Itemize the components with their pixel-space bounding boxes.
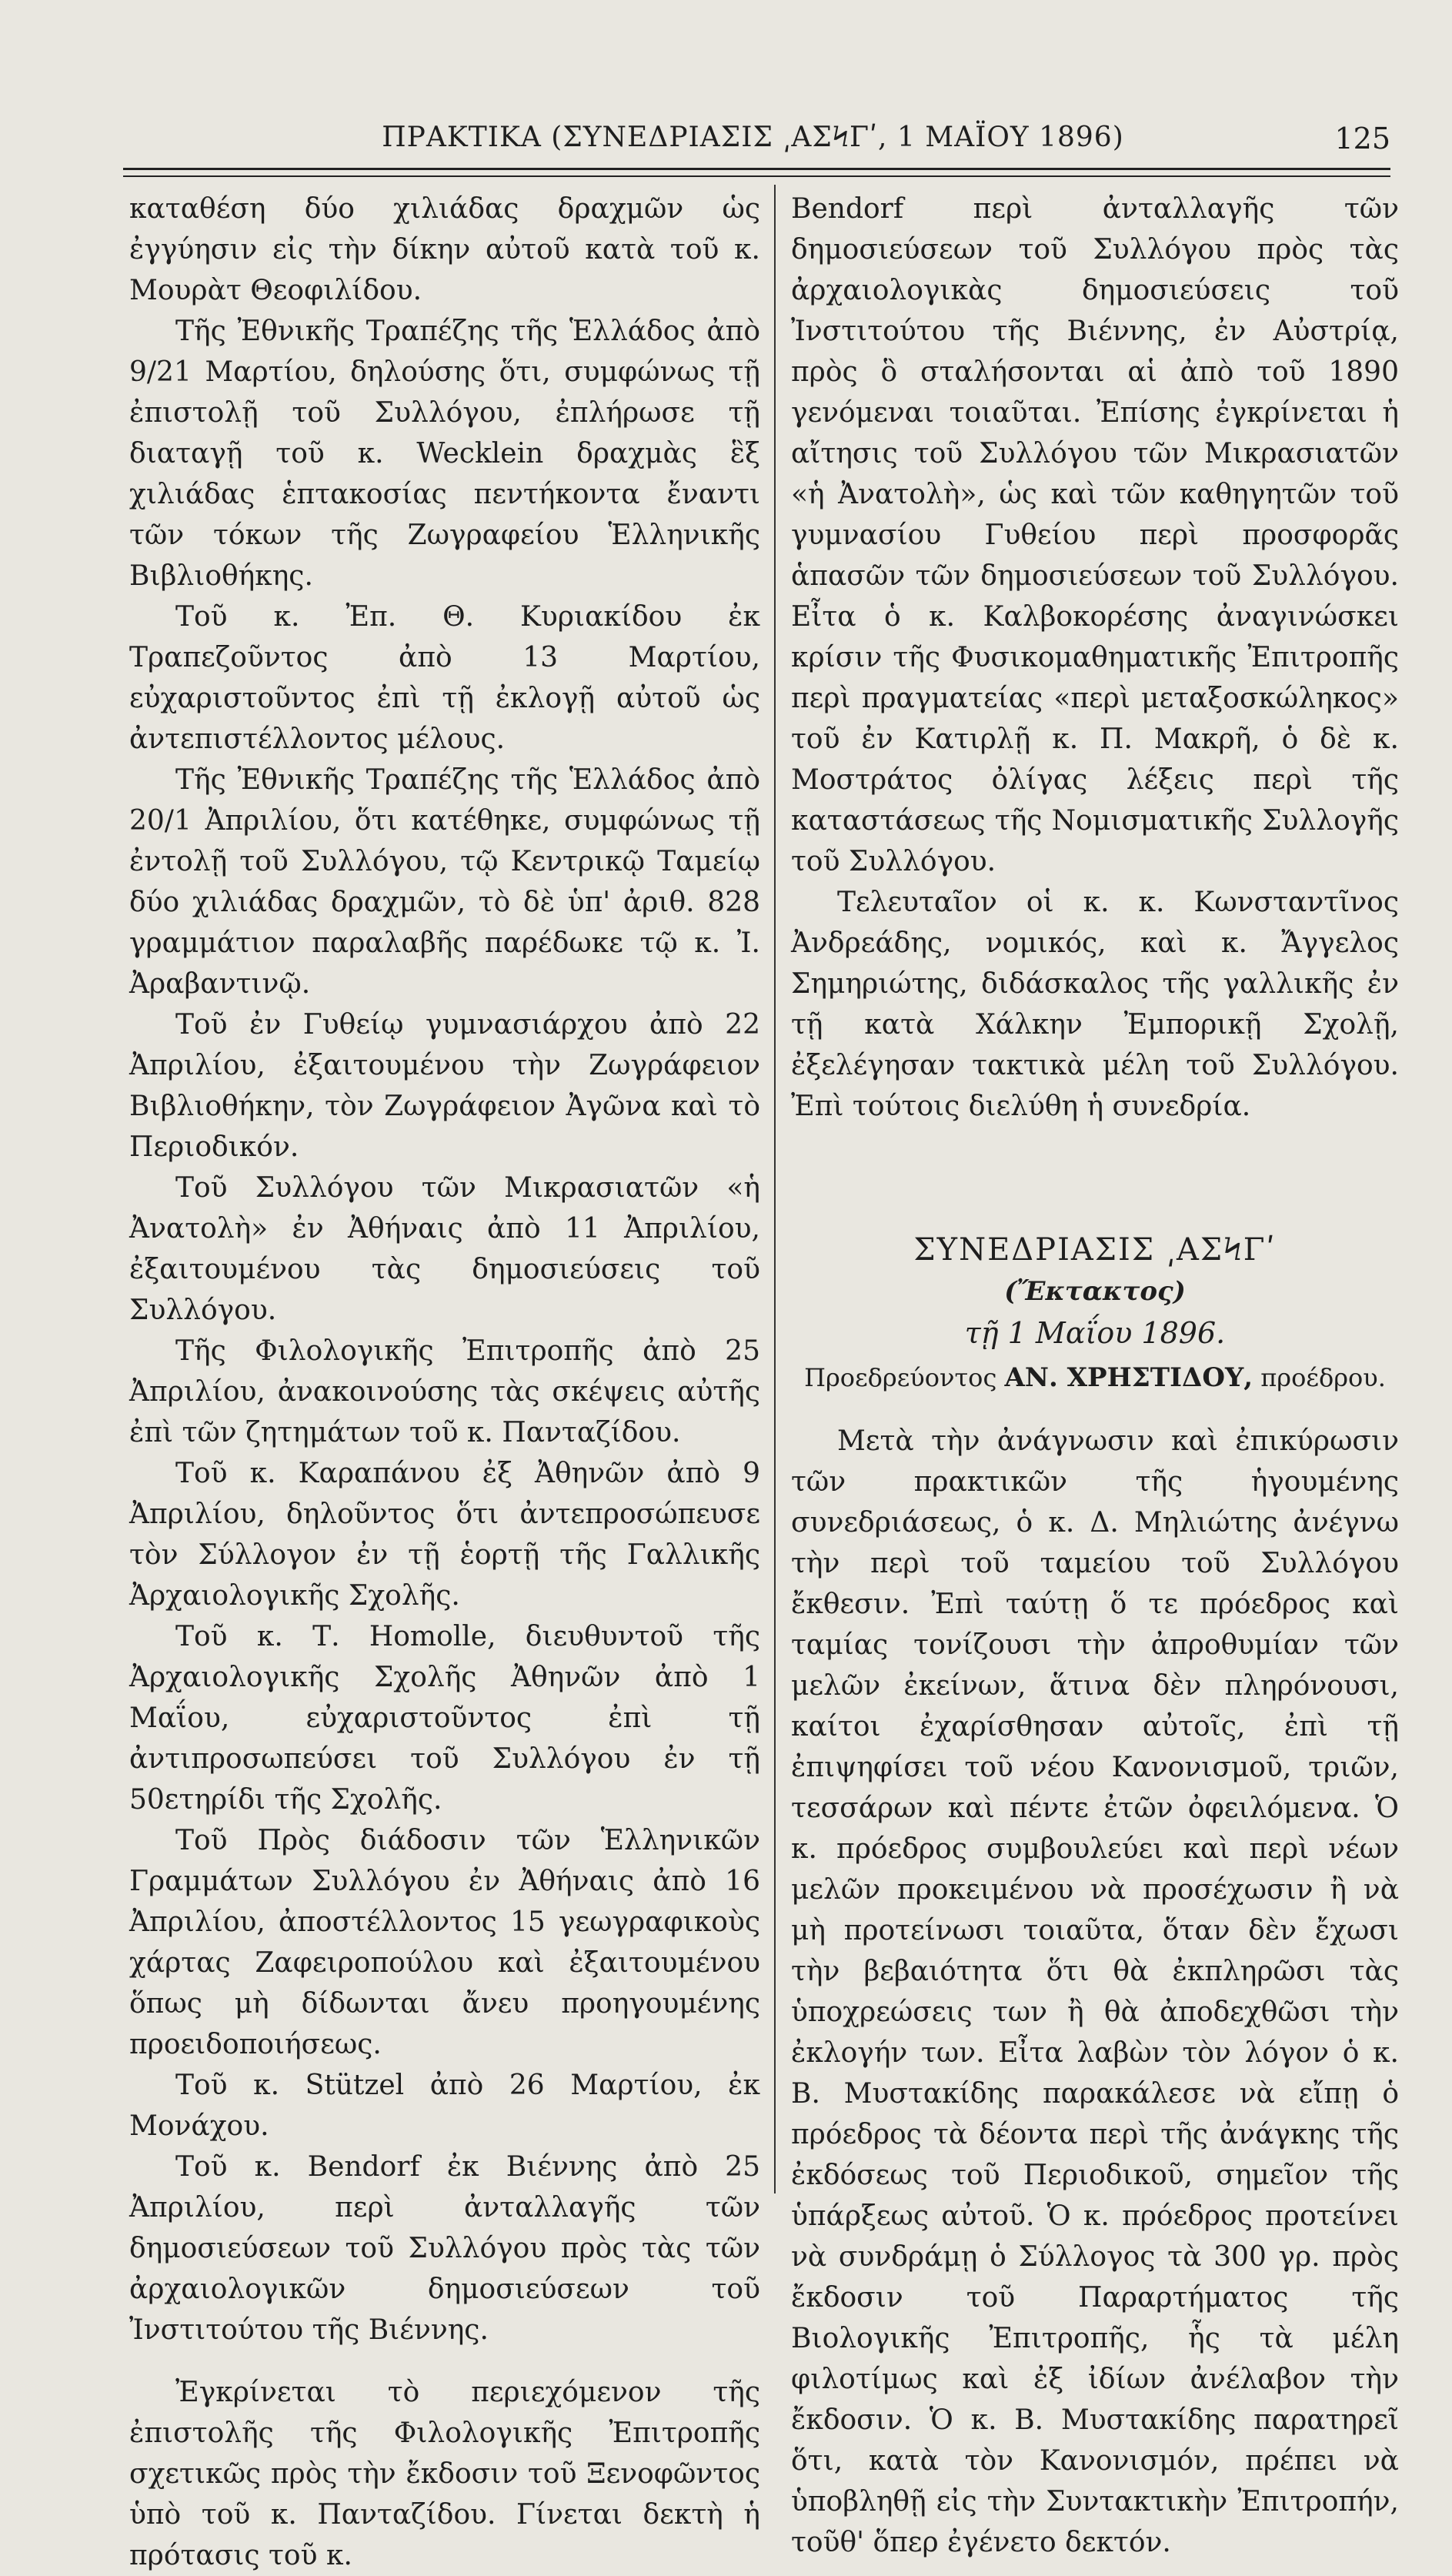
session-date: τῇ 1 Μαΐου 1896. [964,1316,1226,1350]
session-subtitle: (Ἔκτακτος) [1004,1276,1186,1307]
paragraph: Bendorf περὶ ἀνταλλαγῆς τῶν δημοσιεύσεων τοῦ Συλλόγου πρὸς τὰς ἀρχαιολογικὰς δημοσιεύσεις τοῦ Ἰνστιτούτου τῆς Βιέννης, ἐν Αὐστρίᾳ, πρὸς ὃ σταλήσονται αἱ ἀπὸ τοῦ 1890 γενόμεναι τοιαῦται. Ἐπίσης ἐγκρίνεται ἡ αἴτησις τοῦ Συλλόγου τῶν Μικρασιατῶν «ἡ Ἀνατολὴ», ὡς καὶ τῶν καθηγητῶν τοῦ γυμνασίου Γυθείου περὶ προσφορᾶς ἁπασῶν τῶν δημοσιεύσεων τοῦ Συλλόγου. Εἶτα ὁ κ. Καλβοκορέσης ἀναγινώσκει κρίσιν τῆς Φυσικομαθηματικῆς Ἐπιτροπῆς περὶ πραγματείας «περὶ μεταξοσκώληκος» τοῦ ἐν Κατιρλῇ κ. Π. Μακρῆ, ὁ δὲ κ. Μοστράτος ὀλίγας λέξεις περὶ τῆς καταστάσεως τῆς Νομισματικῆς Συλλογῆς τοῦ Συλλόγου. [791,193,1399,877]
page-number: 125 [1334,122,1390,155]
paragraph: Τοῦ κ. Καραπάνου ἐξ Ἀθηνῶν ἀπὸ 9 Ἀπριλίου, δηλοῦντος ὅτι ἀντεπροσώπευσε τὸν Σύλλογον ἐν τῇ ἑορτῇ τῆς Γαλλικῆς Ἀρχαιολογικῆς Σχολῆς. [129,1458,760,1612]
running-header [115,115,1390,162]
right-column [791,189,1399,2563]
session-heading [791,1227,1399,1399]
paragraph: Τοῦ Πρὸς διάδοσιν τῶν Ἑλληνικῶν Γραμμάτων Συλλόγου ἐν Ἀθήναις ἀπὸ 16 Ἀπριλίου, ἀποστέλλοντος 15 γεωγραφικοὺς χάρτας Ζαφειροπούλου καὶ ἐξαιτουμένου ὅπως μὴ δίδωνται ἄνευ προηγουμένης προειδοποιήσεως. [129,1825,760,2060]
paragraph: Τοῦ κ. Τ. Homolle, διευθυντοῦ τῆς Ἀρχαιολογικῆς Σχολῆς Ἀθηνῶν ἀπὸ 1 Μαΐου, εὐχαριστοῦντος ἐπὶ τῇ ἀντιπροσωπεύσει τοῦ Συλλόγου ἐν τῇ 50ετηρίδι τῆς Σχολῆς. [129,1621,760,1816]
paragraph: καταθέση δύο χιλιάδας δραχμῶν ὡς ἐγγύησιν εἰς τὴν δίκην αὐτοῦ κατὰ τοῦ κ. Μουρὰτ Θεοφιλίδου. [129,193,760,306]
chair-suffix: προέδρου. [1260,1363,1386,1392]
paragraph: Τῆς Ἐθνικῆς Τραπέζης τῆς Ἑλλάδος ἀπὸ 9/21 Μαρτίου, δηλούσης ὅτι, συμφώνως τῇ ἐπιστολῇ τοῦ Συλλόγου, ἐπλήρωσε τῇ διαταγῇ τοῦ κ. Wecklein δραχμὰς ἓξ χιλιάδας ἑπτακοσίας πεντήκοντα ἔναντι τῶν τόκων τῆς Ζωγραφείου Ἑλληνικῆς Βιβλιοθήκης. [129,316,760,592]
paragraph: Τοῦ Συλλόγου τῶν Μικρασιατῶν «ἡ Ἀνατολὴ» ἐν Ἀθήναις ἀπὸ 11 Ἀπριλίου, ἐξαιτουμένου τὰς δημοσιεύσεις τοῦ Συλλόγου. [129,1172,760,1326]
chair-name: ΑΝ. ΧΡΗΣΤΙΔΟΥ, [1004,1362,1253,1393]
left-column [129,189,760,2576]
paragraph: Τοῦ ἐν Γυθείῳ γυμνασιάρχου ἀπὸ 22 Ἀπριλίου, ἐξαιτουμένου τὴν Ζωγράφειον Βιβλιοθήκην, τὸν Ζωγράφειον Ἀγῶνα καὶ τὸ Περιοδικόν. [129,1009,760,1163]
right-column-top [791,189,1399,1127]
paragraph: Ἐγκρίνεται τὸ περιεχόμενον τῆς ἐπιστολῆς τῆς Φιλολογικῆς Ἐπιτροπῆς σχετικῶς πρὸς τὴν ἔκδοσιν τοῦ Ξενοφῶντος ὑπὸ τοῦ κ. Πανταζίδου. Γίνεται δεκτὴ ἡ πρότασις τοῦ κ. [129,2377,760,2571]
paragraph: Τῆς Φιλολογικῆς Ἐπιτροπῆς ἀπὸ 25 Ἀπριλίου, ἀνακοινούσης τὰς σκέψεις αὐτῆς ἐπὶ τῶν ζητημάτων τοῦ κ. Πανταζίδου. [129,1335,760,1448]
chair-prefix: Προεδρεύοντος [804,1363,997,1392]
header-rule [123,168,1390,170]
paragraph: Τοῦ κ. Stützel ἀπὸ 26 Μαρτίου, ἐκ Μονάχου. [129,2070,760,2142]
paragraph: Μετὰ τὴν ἀνάγνωσιν καὶ ἐπικύρωσιν τῶν πρακτικῶν τῆς ἡγουμένης συνεδριάσεως, ὁ κ. Δ. Μηλιώτης ἀνέγνω τὴν περὶ τοῦ ταμείου τοῦ Συλλόγου ἔκθεσιν. Ἐπὶ ταύτῃ ὅ τε πρόεδρος καὶ ταμίας τονίζουσι τὴν ἀπροθυμίαν τῶν μελῶν ἐκείνων, ἅτινα δὲν πληρόνουσι, καίτοι ἐχαρίσθησαν αὐτοῖς, ἐπὶ τῇ ἐπιψηφίσει τοῦ νέου Κανονισμοῦ, τριῶν, τεσσάρων καὶ πέντε ἐτῶν ὀφειλόμενα. Ὁ κ. πρόεδρος συμβουλεύει καὶ περὶ νέων μελῶν προκειμένου νὰ προσέχωσιν ἢ νὰ μὴ προτείνωσι τοιαῦτα, ὅταν δὲν ἔχωσι τὴν βεβαιότητα ὅτι θὰ ἐκπληρῶσι τὰς ὑποχρεώσεις των ἢ θὰ ἀποδεχθῶσι τὴν ἐκλογήν των. Εἶτα λαβὼν τὸν λόγον ὁ κ. Β. Μυστακίδης παρακάλεσε νὰ εἴπῃ ὁ πρόεδρος τὰ δέοντα περὶ τῆς ἀνάγκης τῆς ἐκδόσεως τοῦ Περιοδικοῦ, σημεῖον τῆς ὑπάρξεως αὐτοῦ. Ὁ κ. πρόεδρος προτείνει νὰ συνδράμῃ ὁ Σύλλογος τὰ 300 γρ. πρὸς ἔκδοσιν τοῦ Παραρτήματος τῆς Βιολογικῆς Ἐπιτροπῆς, ἧς τὰ μέλη φιλοτίμως καὶ ἐξ ἰδίων ἀνέλαβον τὴν ἔκδοσιν. Ὁ κ. Β. Μυστακίδης παρατηρεῖ ὅτι, κατὰ τὸν Κανονισμόν, πρέπει νὰ ὑποβληθῇ εἰς τὴν Συντακτικὴν Ἐπιτροπήν, τοῦθ' ὅπερ ἐγένετο δεκτόν. [791,1425,1399,2558]
paragraph: Τελευταῖον οἱ κ. κ. Κωνσταντῖνος Ἀνδρεάδης, νομικός, καὶ κ. Ἄγγελος Σημηριώτης, διδάσκαλος τῆς γαλλικῆς ἐν τῇ κατὰ Χάλκην Ἐμπορικῇ Σχολῇ, ἐξελέγησαν τακτικὰ μέλη τοῦ Συλλόγου. Ἐπὶ τούτοις διελύθη ἡ συνεδρία. [791,887,1399,1122]
paragraph: Τῆς Ἐθνικῆς Τραπέζης τῆς Ἑλλάδος ἀπὸ 20/1 Ἀπριλίου, ὅτι κατέθηκε, συμφώνως τῇ ἐντολῇ τοῦ Συλλόγου, τῷ Κεντρικῷ Ταμείῳ δύο χιλιάδας δραχμῶν, τὸ δὲ ὑπ' ἀριθ. 828 γραμμάτιον παραλαβῆς παρέδωκε τῷ κ. Ἰ. Ἀραβαντινῷ. [129,764,760,1000]
right-column-bottom [791,1421,1399,2563]
session-title: ΣΥΝΕΔΡΙΑΣΙΣ ͵ΑΣϞΓʹ [913,1232,1277,1268]
column-divider [774,185,776,2193]
paragraph: Τοῦ κ. Bendorf ἐκ Βιέννης ἀπὸ 25 Ἀπριλίου, περὶ ἀνταλλαγῆς τῶν δημοσιεύσεων τοῦ Συλλόγου πρὸς τὰς τῶν ἀρχαιολογικῶν δημοσιεύσεων τοῦ Ἰνστιτούτου τῆς Βιέννης. [129,2151,760,2346]
session-chair [791,1356,1399,1399]
header-rule-double [123,175,1390,177]
header-title: ΠΡΑΚΤΙΚΑ (ΣΥΝΕΔΡΙΑΣΙΣ ͵ΑΣϞΓʹ, 1 ΜΑΪΟΥ 1896) [382,122,1124,153]
paragraph: Τοῦ κ. Ἐπ. Θ. Κυριακίδου ἐκ Τραπεζοῦντος ἀπὸ 13 Μαρτίου, εὐχαριστοῦντος ἐπὶ τῇ ἐκλογῇ αὐτοῦ ὡς ἀντεπιστέλλοντος μέλους. [129,601,760,755]
